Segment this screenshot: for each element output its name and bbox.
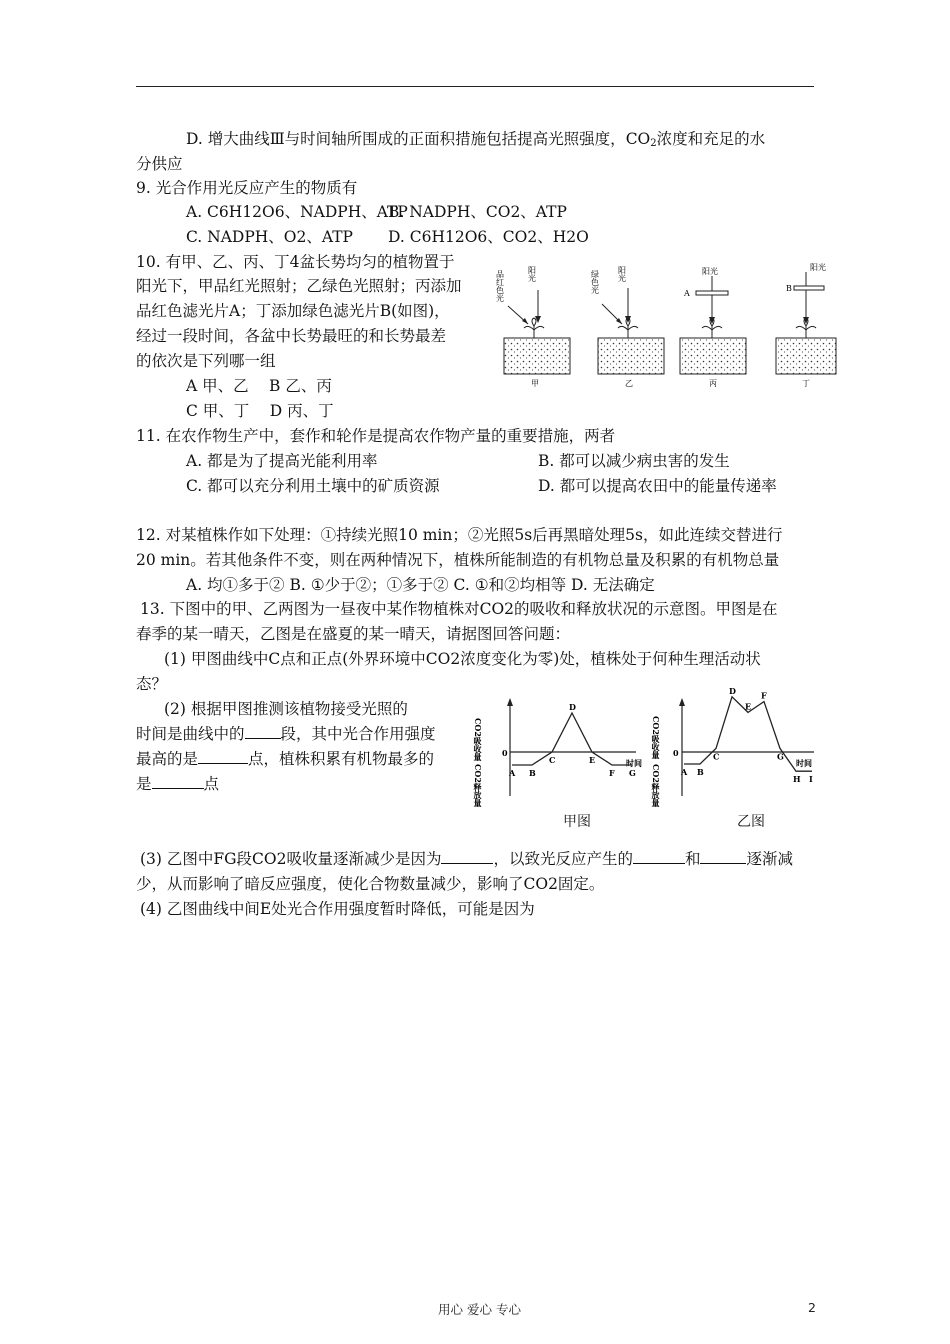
graph-yi-point-E: E: [745, 701, 752, 712]
header-rule: [136, 86, 814, 87]
graph-yi-zero: 0: [673, 748, 679, 758]
pot-label-bing: 丙: [709, 379, 717, 388]
graph-yi-point-G: G: [777, 751, 784, 762]
answer-blank-product-1[interactable]: [633, 848, 685, 864]
graph-yi-point-I: I: [809, 774, 813, 785]
graph-yi-caption: 乙图: [737, 814, 765, 830]
q13-intro-1: 13. 下图中的甲、乙两图为一昼夜中某作物植株对CO2的吸收和释放状况的示意图。甲图是在: [140, 600, 778, 618]
graph-jia-y-up-label: CO2吸收量: [473, 718, 483, 761]
graph-jia-x-label: 时间: [626, 758, 642, 768]
q13-part-2-line-1: (2) 根据甲图推测该植物接受光照的: [164, 700, 408, 718]
sun-label-4: 阳光: [810, 263, 826, 272]
graph-jia-curve: [512, 713, 632, 765]
graph-jia-point-B: B: [529, 768, 536, 778]
graph-jia-point-F: F: [609, 768, 615, 778]
graph-yi-point-B: B: [697, 767, 704, 777]
graph-yi-point-D: D: [729, 685, 736, 696]
q13-part-2-line-3: 最高的是 点，植株积累有机物最多的: [136, 750, 435, 768]
q12-line-1: 12. 对某植株作如下处理：①持续光照10 min；②光照5s后再黑暗处理5s，如此连续交替进行: [136, 526, 783, 544]
q12-options: A. 均①多于② B. ①少于②；①多于② C. ①和②均相等 D. 无法确定: [186, 576, 655, 594]
light-label-magenta: 品红色光: [495, 270, 505, 302]
q10-line-2: 阳光下，甲品红光照射；乙绿色光照射；丙添加: [136, 277, 462, 295]
answer-blank-max-accumulation[interactable]: [152, 773, 204, 789]
q10-line-4: 经过一段时间，各盆中长势最旺的和长势最差: [136, 327, 447, 345]
answer-blank-fg-reason[interactable]: [441, 848, 493, 864]
footer-motto: 用心 爱心 专心: [438, 1302, 521, 1317]
pot-label-jia: 甲: [531, 379, 539, 388]
q13-intro-2: 春季的某一晴天，乙图是在盛夏的某一晴天，请据图回答问题：: [136, 625, 571, 643]
q10-line-3: 品红色滤光片A；丁添加绿色滤光片B(如图)，: [136, 302, 450, 320]
graph-yi-point-A: A: [681, 767, 688, 777]
q12-line-2: 20 min。若其他条件不变，则在两种情况下，植株所能制造的有机物总量及积累的有机物总量: [136, 551, 780, 569]
graph-jia-point-C: C: [549, 755, 556, 765]
graph-jia-zero: 0: [502, 748, 508, 758]
q10-line-5: 的依次是下列哪一组: [136, 352, 276, 370]
graph-jia-caption: 甲图: [563, 814, 591, 830]
graph-jia: [472, 698, 642, 808]
answer-blank-highest-point[interactable]: [198, 748, 248, 764]
q11-option-b: B. 都可以减少病虫害的发生: [538, 452, 730, 470]
graph-jia-point-E: E: [589, 755, 596, 765]
graph-jia-point-A: A: [509, 768, 516, 778]
q9-option-d: D. C6H12O6、CO2、H2O: [388, 228, 589, 246]
graph-yi-point-C: C: [713, 751, 720, 762]
q10-pots-figure: [495, 258, 838, 390]
q8-option-d-cont: 分供应: [136, 155, 183, 173]
graph-jia-point-G: G: [629, 768, 636, 778]
q13-part-4: (4) 乙图曲线中间E处光合作用强度暂时降低，可能是因为: [140, 900, 535, 918]
q13-part-2-line-4: 是 点: [136, 775, 220, 793]
q9-option-a: A. C6H12O6、NADPH、ATP: [186, 203, 408, 221]
sun-label-1: 阳光: [527, 266, 537, 282]
answer-blank-product-2[interactable]: [700, 848, 746, 864]
pot-ding: [776, 262, 836, 388]
pot-jia: [496, 266, 571, 388]
page-number: 2: [808, 1300, 816, 1315]
q13-part-2-line-2: 时间是曲线中的 段，其中光合作用强度: [136, 725, 436, 743]
q8-option-d: D. 增大曲线Ⅲ与时间轴所围成的正面积措施包括提高光照强度，$CO_2$浓度和充足的水: [186, 130, 766, 149]
q13-part-1-line-1: (1) 甲图曲线中C点和正点(外界环境中CO2浓度变化为零)处，植株处于何种生理活动状: [164, 650, 761, 668]
answer-blank-segment[interactable]: [245, 723, 281, 739]
q9-option-b: B. NADPH、CO2、ATP: [388, 203, 567, 221]
q11-stem: 11. 在农作物生产中，套作和轮作是提高农作物产量的重要措施，两者: [136, 427, 616, 445]
q11-option-d: D. 都可以提高农田中的能量传递率: [538, 477, 777, 495]
q10-line-1: 10. 有甲、乙、丙、丁4盆长势均匀的植物置于: [136, 253, 455, 271]
graph-yi-y-down-label: CO2释放量: [651, 764, 661, 807]
graph-yi: [650, 686, 814, 808]
filter-label-a: A: [684, 289, 690, 298]
graph-yi-point-H: H: [793, 774, 801, 785]
graph-yi-x-label: 时间: [796, 758, 812, 768]
q10-options-row-1: A 甲、乙 B 乙、丙: [186, 377, 332, 395]
pot-label-yi: 乙: [625, 379, 633, 388]
q13-part-3-line-2: 少，从而影响了暗反应强度，使化合物数量减少，影响了CO2固定。: [136, 875, 605, 893]
q9-option-c: C. NADPH、O2、ATP: [186, 228, 353, 246]
q13-part-3-line-1: (3) 乙图中FG段CO2吸收量逐渐减少是因为 ，以致光反应产生的 和 逐渐减: [140, 850, 793, 868]
q11-option-a: A. 都是为了提高光能利用率: [186, 452, 378, 470]
q13-graphs: [473, 685, 822, 836]
q11-option-c: C. 都可以充分利用土壤中的矿质资源: [186, 477, 440, 495]
pot-label-ding: 丁: [802, 379, 810, 388]
graph-yi-y-up-label: CO2吸收量: [651, 716, 661, 759]
q9-stem: 9. 光合作用光反应产生的物质有: [136, 179, 358, 197]
pot-yi: [591, 266, 665, 388]
light-label-green: 绿色光: [590, 270, 600, 294]
q10-options-row-2: C 甲、丁 D 丙、丁: [186, 402, 334, 420]
graph-jia-point-D: D: [569, 702, 576, 712]
filter-label-b: B: [786, 284, 792, 293]
pot-bing: [680, 266, 746, 388]
q13-part-1-line-2: 态？: [136, 675, 168, 693]
graph-jia-y-down-label: CO2释放量: [473, 764, 483, 807]
graph-yi-point-F: F: [761, 690, 767, 701]
sun-label-2: 阳光: [617, 266, 627, 282]
sun-label-3: 阳光: [702, 267, 718, 276]
